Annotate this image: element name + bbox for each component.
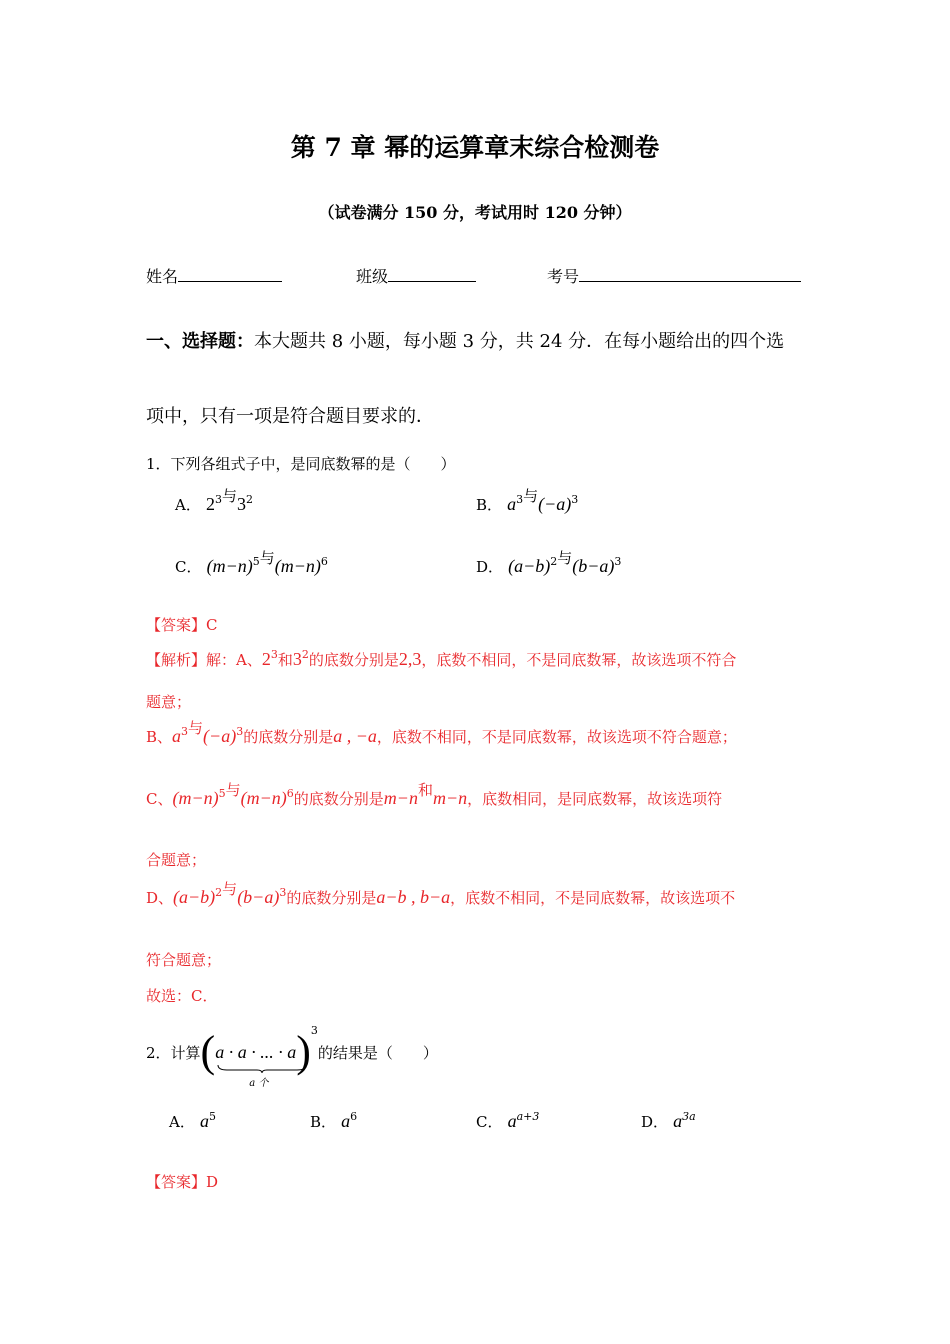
name-field[interactable]: [146, 264, 282, 287]
class-blank[interactable]: [388, 267, 476, 282]
analysis-line-c: C、$(m-n)^5$与$(m-n)^6$的底数分别是m−n和m−n，底数相同，是同底数幂，故该选项符: [146, 781, 723, 808]
question-2-stem: 2．计算(a · a · ... · a a 个 )$^3$的结果是（ ）: [146, 1024, 438, 1089]
q1-option-c[interactable]: C． $(m-n)^5$与$(m-n)^6$: [175, 549, 328, 576]
underbrace-label: a 个: [249, 1078, 269, 1089]
product-expression: a · a · ... · a a 个: [215, 1042, 296, 1063]
left-paren: (: [200, 1027, 216, 1076]
number-field[interactable]: [547, 264, 801, 287]
option-label: A．: [175, 496, 201, 514]
option-label: D．: [476, 558, 504, 576]
name-label: 姓名: [146, 267, 179, 286]
q2-option-c[interactable]: C． $a^{a+3}$: [476, 1110, 540, 1131]
number-label: 考号: [547, 267, 580, 286]
page-subtitle: （试卷满分 150 分，考试用时 120 分钟）: [318, 203, 632, 222]
analysis-line-d: D、$(a-b)^2$与$(b-a)^3$的底数分别是a−b , b−a，底数不相同，不是同底数幂，故该选项不: [146, 880, 736, 907]
class-field[interactable]: [356, 264, 476, 287]
number-blank[interactable]: [579, 267, 801, 282]
q2-option-a[interactable]: A． $a^5$: [169, 1110, 216, 1131]
analysis-line-c2: 合题意；: [146, 851, 207, 869]
right-paren: ): [296, 1027, 311, 1076]
q1-option-b[interactable]: B． $a^3$与$(-a)^3$: [476, 487, 579, 514]
section-desc-1: 本大题共 8 小题，每小题 3 分，共 24 分．在每小题给出的四个选: [254, 331, 785, 352]
section-heading-line: [146, 327, 784, 353]
class-label: 班级: [356, 267, 389, 286]
q1-option-d[interactable]: D． $(a-b)^2$与$(b-a)^3$: [476, 549, 622, 576]
q2-option-d[interactable]: D． $a^{3a}$: [641, 1110, 696, 1131]
analysis-line-b: B、$a^3$与$(-a)^3$的底数分别是a , −a，底数不相同，不是同底数幂，故该选项不符合题意；: [146, 719, 737, 746]
page-title: 第 7 章 幂的运算章末综合检测卷: [290, 133, 660, 162]
analysis-line-a: 【解析】解：A、$2^3$和$3^2$的底数分别是2,3，底数不相同，不是同底数幂，故该选项不符合: [146, 648, 737, 669]
analysis-conclusion: 故选：C．: [146, 987, 218, 1005]
question-1-stem: 1．下列各组式子中，是同底数幂的是（ ）: [146, 455, 456, 473]
q2-option-b[interactable]: B． $a^6$: [310, 1110, 358, 1131]
q2-answer: 【答案】D: [146, 1173, 219, 1191]
q1-answer: 【答案】C: [146, 616, 218, 634]
name-blank[interactable]: [178, 267, 282, 282]
analysis-line-a2: 题意；: [146, 693, 192, 711]
analysis-line-d2: 符合题意；: [146, 951, 222, 969]
analysis-tag: 【解析】: [146, 651, 207, 669]
underbrace-icon: [217, 1064, 307, 1074]
q1-option-a[interactable]: A． $2^3$与$3^2$: [175, 487, 253, 514]
section-desc-2: 项中，只有一项是符合题目要求的．: [146, 406, 434, 427]
section-heading: 一、选择题：: [146, 331, 254, 352]
option-label: C．: [175, 558, 202, 576]
option-label: B．: [476, 496, 503, 514]
